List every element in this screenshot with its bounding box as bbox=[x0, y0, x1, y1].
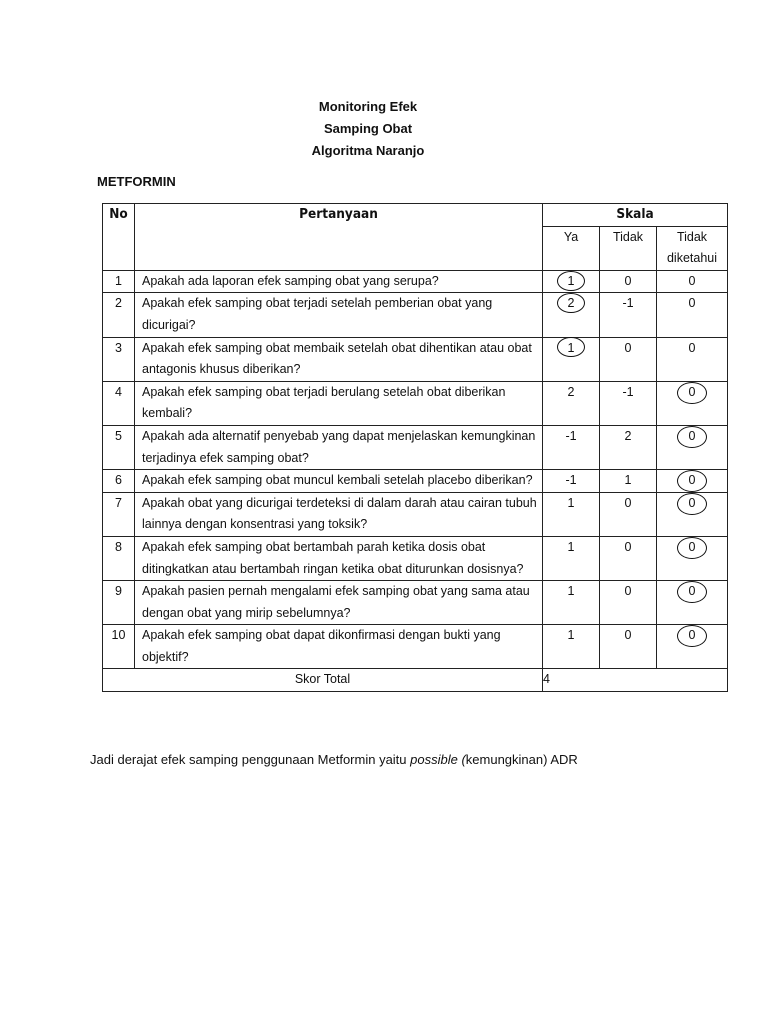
table-row bbox=[103, 625, 728, 669]
circled-answer bbox=[568, 338, 575, 360]
row-number: 2 bbox=[103, 293, 135, 337]
row-tidak-value: 2 bbox=[600, 425, 657, 469]
row-tidak-value: 0 bbox=[600, 625, 657, 669]
answer-value: 0 bbox=[688, 384, 696, 399]
row-tidak-diketahui-value bbox=[657, 381, 728, 425]
row-tidak-diketahui-value bbox=[657, 492, 728, 536]
circle-mark bbox=[557, 337, 585, 357]
title-line-1: Monitoring Efek bbox=[318, 99, 418, 114]
row-number: 9 bbox=[103, 581, 135, 625]
circled-answer bbox=[689, 470, 696, 492]
row-tidak-value: 0 bbox=[600, 270, 657, 293]
circled-answer bbox=[689, 382, 696, 404]
circled-answer bbox=[689, 537, 696, 559]
row-tidak-value: 0 bbox=[600, 581, 657, 625]
row-question: Apakah ada alternatif penyebab yang dapat menjelaskan kemungkinan terjadinya efek samping obat? bbox=[135, 425, 543, 469]
circled-answer bbox=[568, 293, 575, 315]
header-tidak: Tidak bbox=[600, 226, 657, 270]
total-score-value: 4 bbox=[543, 669, 728, 692]
table-row bbox=[103, 492, 728, 536]
row-tidak-diketahui-value bbox=[657, 581, 728, 625]
row-tidak-diketahui-value bbox=[657, 470, 728, 493]
conclusion-part-2: kemungkinan) ADR bbox=[465, 752, 578, 767]
row-number: 7 bbox=[103, 492, 135, 536]
table-row bbox=[103, 337, 728, 381]
circle-mark bbox=[677, 426, 707, 448]
circle-mark bbox=[557, 293, 585, 313]
row-tidak-diketahui-value bbox=[657, 625, 728, 669]
circle-mark bbox=[677, 537, 707, 559]
table-row bbox=[103, 270, 728, 293]
row-number: 8 bbox=[103, 536, 135, 580]
answer-value: 0 bbox=[688, 473, 696, 488]
header-scale: Skala bbox=[543, 204, 728, 227]
row-number: 10 bbox=[103, 625, 135, 669]
circled-answer bbox=[689, 581, 696, 603]
header-no: No bbox=[103, 204, 135, 271]
row-number: 5 bbox=[103, 425, 135, 469]
title-line-3: Algoritma Naranjo bbox=[311, 143, 425, 158]
answer-value: 0 bbox=[688, 539, 696, 554]
row-tidak-value: 0 bbox=[600, 492, 657, 536]
table-row bbox=[103, 381, 728, 425]
answer-value: 2 bbox=[567, 296, 575, 311]
row-number: 1 bbox=[103, 270, 135, 293]
table-row bbox=[103, 425, 728, 469]
table-row bbox=[103, 293, 728, 337]
row-ya-value: -1 bbox=[543, 470, 600, 493]
row-question: Apakah efek samping obat dapat dikonfirmasi dengan bukti yang objektif? bbox=[135, 625, 543, 669]
row-number: 6 bbox=[103, 470, 135, 493]
circled-answer bbox=[568, 271, 575, 293]
row-question: Apakah ada laporan efek samping obat yang serupa? bbox=[135, 270, 543, 293]
answer-value: 0 bbox=[688, 428, 696, 443]
circled-answer bbox=[689, 493, 696, 515]
row-tidak-diketahui-value: 0 bbox=[657, 270, 728, 293]
circled-answer bbox=[689, 426, 696, 448]
row-tidak-value: 0 bbox=[600, 337, 657, 381]
circle-mark bbox=[557, 271, 585, 291]
total-row bbox=[103, 669, 728, 692]
table-row bbox=[103, 536, 728, 580]
row-ya-value: 1 bbox=[543, 625, 600, 669]
row-ya-value: 1 bbox=[543, 492, 600, 536]
conclusion-part-1: Jadi derajat efek samping penggunaan Metformin yaitu bbox=[90, 752, 411, 767]
title-line-2: Samping Obat bbox=[323, 121, 413, 136]
row-tidak-value: -1 bbox=[600, 293, 657, 337]
answer-value: 0 bbox=[688, 495, 696, 510]
row-question: Apakah obat yang dicurigai terdeteksi di dalam darah atau cairan tubuh lainnya dengan konsentrasi yang toksik? bbox=[135, 492, 543, 536]
row-question: Apakah efek samping obat membaik setelah obat dihentikan atau obat antagonis khusus diberikan? bbox=[135, 337, 543, 381]
row-tidak-diketahui-value bbox=[657, 425, 728, 469]
circle-mark bbox=[677, 470, 707, 492]
row-ya-value bbox=[543, 293, 600, 337]
answer-value: 0 bbox=[688, 584, 696, 599]
row-question: Apakah pasien pernah mengalami efek samping obat yang sama atau dengan obat yang mirip sebelumnya? bbox=[135, 581, 543, 625]
answer-value: 1 bbox=[567, 273, 575, 288]
row-number: 4 bbox=[103, 381, 135, 425]
document-title bbox=[0, 96, 736, 162]
row-tidak-diketahui-value: 0 bbox=[657, 293, 728, 337]
row-tidak-value: 1 bbox=[600, 470, 657, 493]
row-question: Apakah efek samping obat terjadi setelah pemberian obat yang dicurigai? bbox=[135, 293, 543, 337]
circle-mark bbox=[677, 493, 707, 515]
row-tidak-value: -1 bbox=[600, 381, 657, 425]
row-ya-value: 1 bbox=[543, 536, 600, 580]
answer-value: 0 bbox=[688, 628, 696, 643]
drug-name-heading: METFORMIN bbox=[97, 174, 176, 189]
row-question: Apakah efek samping obat muncul kembali setelah placebo diberikan? bbox=[135, 470, 543, 493]
row-ya-value: -1 bbox=[543, 425, 600, 469]
row-question: Apakah efek samping obat bertambah parah ketika dosis obat ditingkatkan atau bertambah ringan ketika obat diturunkan dosisnya? bbox=[135, 536, 543, 580]
header-tidak-diketahui: Tidak diketahui bbox=[657, 226, 728, 270]
table-row bbox=[103, 470, 728, 493]
header-ya: Ya bbox=[543, 226, 600, 270]
table-row bbox=[103, 581, 728, 625]
row-ya-value: 1 bbox=[543, 581, 600, 625]
answer-value: 1 bbox=[567, 340, 575, 355]
row-number: 3 bbox=[103, 337, 135, 381]
row-ya-value bbox=[543, 270, 600, 293]
header-question: Pertanyaan bbox=[135, 204, 543, 271]
circled-answer bbox=[689, 625, 696, 647]
circle-mark bbox=[677, 581, 707, 603]
row-ya-value: 2 bbox=[543, 381, 600, 425]
conclusion-text bbox=[90, 750, 578, 770]
row-question: Apakah efek samping obat terjadi berulang setelah obat diberikan kembali? bbox=[135, 381, 543, 425]
row-ya-value bbox=[543, 337, 600, 381]
circle-mark bbox=[677, 382, 707, 404]
circle-mark bbox=[677, 625, 707, 647]
naranjo-table bbox=[102, 203, 728, 692]
total-score-label: Skor Total bbox=[103, 669, 543, 692]
row-tidak-value: 0 bbox=[600, 536, 657, 580]
table-header-row bbox=[103, 204, 728, 227]
row-tidak-diketahui-value: 0 bbox=[657, 337, 728, 381]
row-tidak-diketahui-value bbox=[657, 536, 728, 580]
conclusion-italic: possible ( bbox=[410, 752, 466, 767]
